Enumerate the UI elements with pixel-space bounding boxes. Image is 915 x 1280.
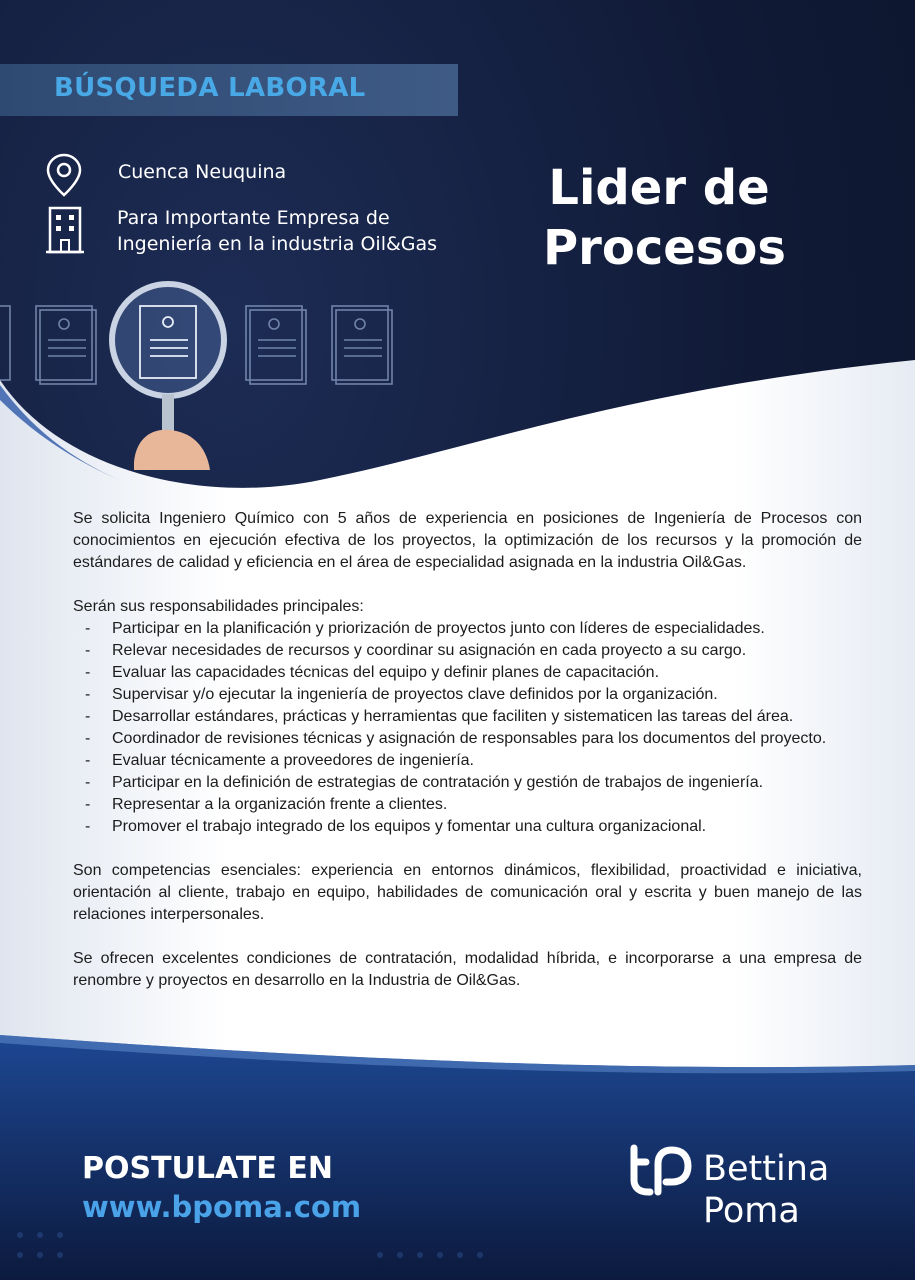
apply-website-link[interactable]: www.bpoma.com [82,1190,362,1224]
list-item: - Evaluar las capacidades técnicas del equipo y definir planes de capacitación. [73,662,862,684]
magnifier-documents-illustration [0,280,420,480]
list-item: - Relevar necesidades de recursos y coordinar su asignación en cada proyecto a su cargo. [73,640,862,662]
list-item: - Supervisar y/o ejecutar la ingeniería de proyectos clave definidos por la organización. [73,684,862,706]
company-line-1: Para Importante Empresa de [117,207,390,229]
location-text: Cuenca Neuquina [118,161,287,183]
list-item: - Participar en la definición de estrategias de contratación y gestión de trabajos de ingeniería. [73,772,862,794]
bettina-poma-logo-icon [628,1144,692,1196]
company-line-2: Ingeniería en la industria Oil&Gas [117,233,438,255]
job-title-line-1: Lider de [548,160,770,216]
bullet-dash: - [85,686,91,703]
list-item: - Representar a la organización frente a clientes. [73,794,862,816]
bullet-dash: - [85,664,91,681]
responsibilities-list [73,618,862,838]
brand-name [703,1148,829,1232]
list-item: - Evaluar técnicamente a proveedores de ingeniería. [73,750,862,772]
bullet-dash: - [85,774,91,791]
offer-paragraph: Se ofrecen excelentes condiciones de contratación, modalidad híbrida, e incorporarse a una empresa de renombre y proyectos en desarrollo en la Industria de Oil&Gas. [73,950,862,989]
bullet-dash: - [85,708,91,725]
job-title [543,158,786,278]
apply-cta-heading: POSTULATE EN [82,1151,333,1186]
brand-line-2: Poma [703,1191,800,1231]
list-item: - Coordinador de revisiones técnicas y asignación de responsables para los documentos del proyecto. [73,728,862,750]
bullet-dash: - [85,620,91,637]
company-description [117,205,477,257]
list-item: - Desarrollar estándares, prácticas y herramientas que faciliten y sistematicen las tareas del área. [73,706,862,728]
list-item: - Promover el trabajo integrado de los equipos y fomentar una cultura organizacional. [73,816,862,838]
bullet-dash: - [85,818,91,835]
brand-line-1: Bettina [703,1149,830,1189]
job-search-tag: BÚSQUEDA LABORAL [54,73,366,103]
job-description [73,508,862,992]
responsibilities-heading: Serán sus responsabilidades principales: [73,598,364,615]
competencies-paragraph: Son competencias esenciales: experiencia en entornos dinámicos, flexibilidad, proactividad e iniciativa, orientación al cliente, trabajo en equipo, habilidades de comunicación oral y escrita y buen manejo de las relaciones interpersonales. [73,862,862,923]
bullet-dash: - [85,730,91,747]
intro-paragraph: Se solicita Ingeniero Químico con 5 años de experiencia en posiciones de Ingeniería de Procesos con conocimientos en ejecución efectiva de los proyectos, la optimización de los recursos y la promoción de estándares de calidad y eficiencia en el área de especialidad asignada en la industria Oil&Gas. [73,510,862,571]
bullet-dash: - [85,796,91,813]
job-title-line-2: Procesos [543,220,786,276]
list-item: - Participar en la planificación y priorización de proyectos junto con líderes de especialidades. [73,618,862,640]
building-icon [44,204,86,256]
bullet-dash: - [85,642,91,659]
bullet-dash: - [85,752,91,769]
location-pin-icon [44,152,84,198]
